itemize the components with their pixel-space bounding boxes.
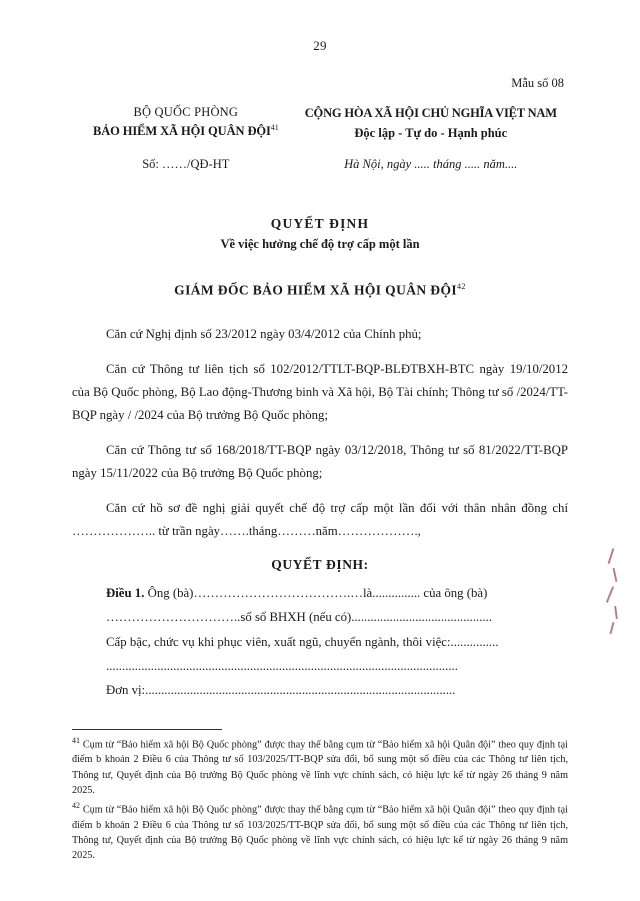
agency-name-text: BẢO HIỂM XÃ HỘI QUÂN ĐỘI [92,123,271,138]
document-subheader [72,157,568,172]
footnote-42 [72,800,568,864]
page-number: 29 [313,38,327,53]
document-subtitle: Về việc hưởng chế độ trợ cấp một lần [220,237,420,251]
form-code: Mẫu số 08 [511,76,564,90]
title-block [72,216,568,252]
scan-mark [609,622,614,634]
issuing-authority [72,282,568,299]
scan-mark [613,568,617,582]
article-1-line-1-text: Ông (bà)……………………………….…là............... của ông (bà) [144,586,488,601]
document-header [72,103,568,143]
national-heading [294,103,568,143]
document-title: QUYẾT ĐỊNH [270,216,370,231]
agency-name-footnote-marker: 41 [270,122,279,132]
preamble-paragraph-4: Căn cứ hồ sơ đề nghị giải quyết chế độ trợ cấp một lần đối với thân nhân đồng chí ……………….. từ trần ngày…….tháng………năm………………., [72,501,568,539]
preamble-paragraph-3: Căn cứ Thông tư số 168/2018/TT-BQP ngày 03/12/2018, Thông tư số 81/2022/TT-BQP ngày 15/11/2022 của Bộ trưởng Bộ Quốc phòng; [72,443,568,480]
article-1 [72,581,568,703]
place-and-date: Hà Nội, ngày ..... tháng ..... năm.... [344,157,518,171]
decision-heading: QUYẾT ĐỊNH: [271,557,369,573]
article-1-line-3: Cấp bậc, chức vụ khi phục viên, xuất ngũ, chuyển ngành, thôi việc:............... [106,634,499,649]
issuing-authority-footnote-marker: 42 [457,282,466,291]
document-number: Số: ……/QĐ-HT [142,157,230,171]
national-motto: Độc lập - Tự do - Hạnh phúc [354,126,508,140]
preamble-block [72,323,568,544]
issuing-authority-text: GIÁM ĐỐC BẢO HIỂM XÃ HỘI QUÂN ĐỘI [174,282,458,298]
footnote-separator [72,729,222,730]
scan-artifact-marks [602,548,626,638]
article-1-line-4: .............................................................................................................. [106,658,458,673]
footnote-41-marker: 41 [72,735,80,745]
agency-name [78,122,294,141]
footnotes-block [72,735,568,864]
article-1-line-5: Đơn vị:................................................................................................. [106,683,456,698]
footnote-42-text: Cụm từ “Bảo hiểm xã hội Bộ Quốc phòng” được thay thế bằng cụm từ “Bảo hiểm xã hội Quân đội” theo quy định tại điểm b khoản 2 Điều 6 của Thông tư số 103/2025/TT-BQP sửa đổi, bổ sung một số điều của các Thông tư liên tịch, Thông tư, Quyết định của Bộ trưởng Bộ Quốc phòng về lĩnh vực chính sách, có hiệu lực kể từ ngày 26 tháng 9 năm 2025. [72,804,568,862]
scan-mark [614,606,617,619]
footnote-42-marker: 42 [72,801,80,811]
issuing-organization [72,103,294,141]
article-1-line-1 [72,581,568,605]
footnote-41-text: Cụm từ “Bảo hiểm xã hội Bộ Quốc phòng” được thay thế bằng cụm từ “Bảo hiểm xã hội Quân đội” theo quy định tại điểm b khoản 2 Điều 6 của Thông tư số 103/2025/TT-BQP sửa đổi, bổ sung một số điều của các Thông tư liên tịch, Thông tư, Quyết định của Bộ trưởng Bộ Quốc phòng về lĩnh vực chính sách, có hiệu lực kể từ ngày 26 tháng 9 năm 2025. [72,738,568,796]
preamble-paragraph-2: Căn cứ Thông tư liên tịch số 102/2012/TTLT-BQP-BLĐTBXH-BTC ngày 19/10/2012 của Bộ Quốc phòng, Bộ Lao động-Thương binh và Xã hội, Bộ Tài chính; Thông tư số /2024/TT-BQP ngày / /2024 của Bộ trưởng Bộ Quốc phòng; [72,362,568,422]
ministry-name: BỘ QUỐC PHÒNG [133,105,239,119]
article-1-line-2: …………………………..số sổ BHXH (nếu có)............................................ [106,610,493,625]
preamble-paragraph-1: Căn cứ Nghị định số 23/2012 ngày 03/4/2012 của Chính phủ; [106,326,422,341]
country-name: CỘNG HÒA XÃ HỘI CHỦ NGHĨA VIỆT NAM [304,106,557,120]
footnote-41 [72,735,568,799]
scan-mark [606,586,614,602]
article-1-label: Điều 1. [106,586,145,601]
scan-mark [608,548,614,564]
